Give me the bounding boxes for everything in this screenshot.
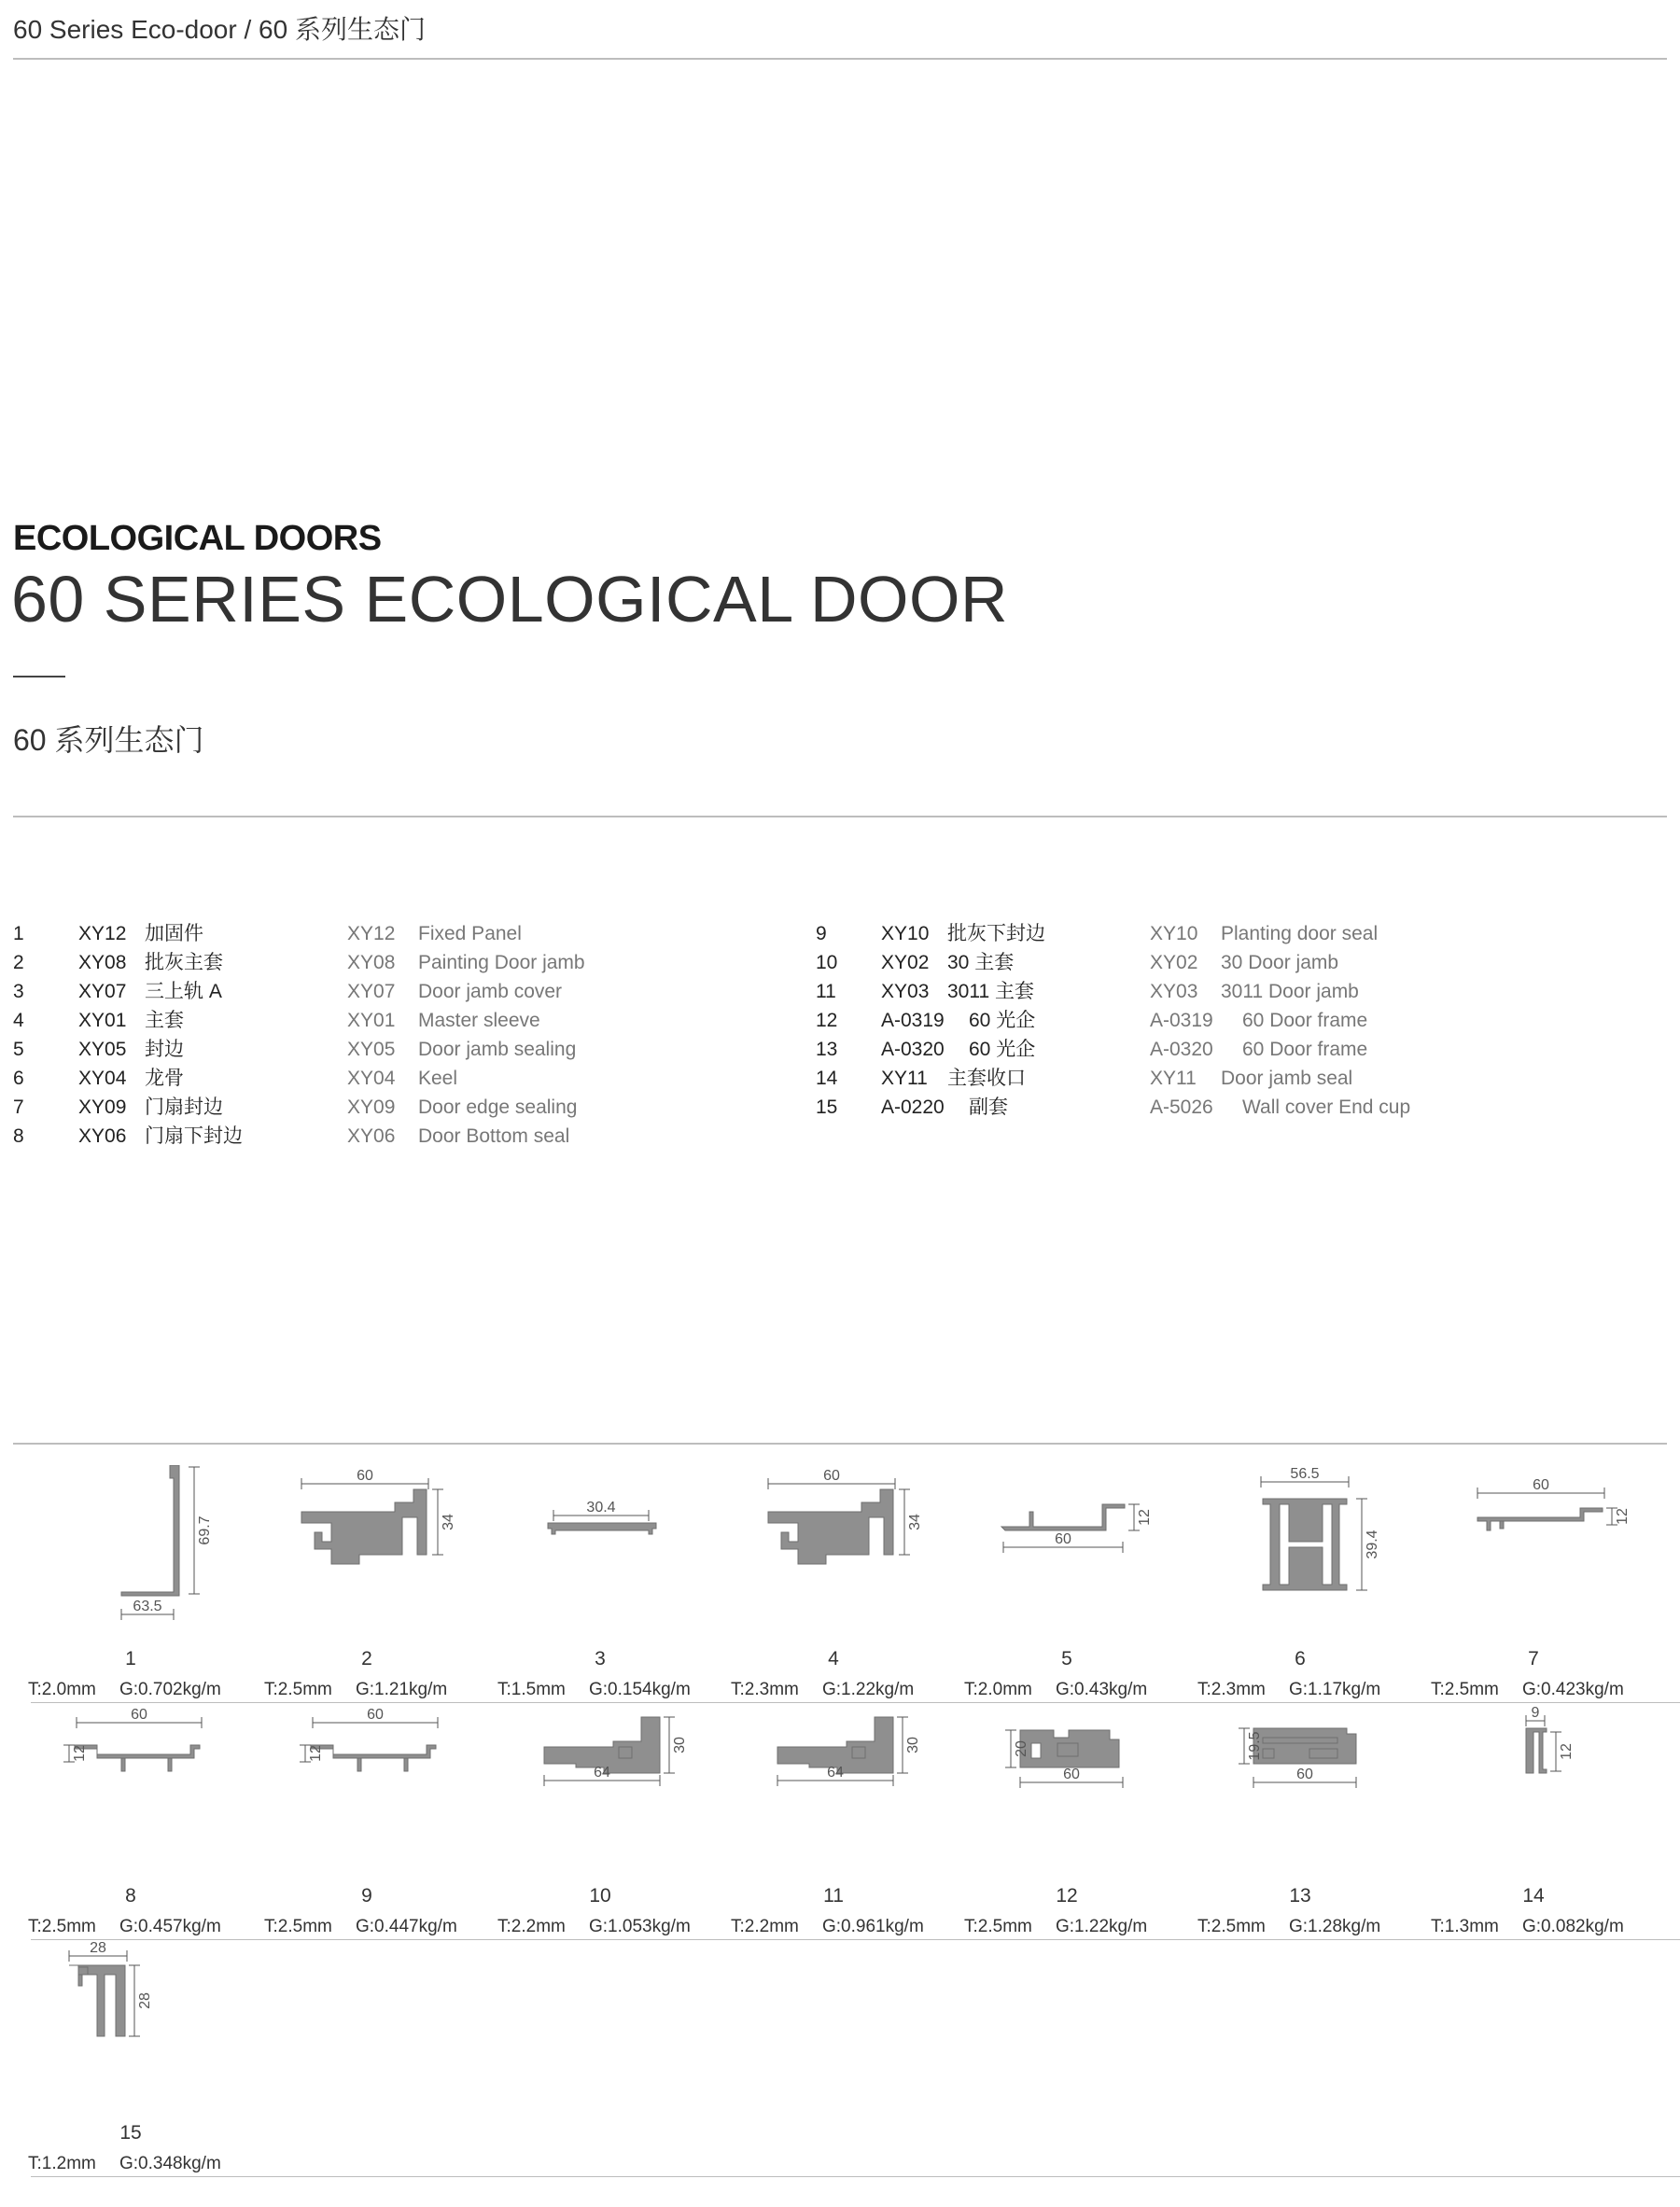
dimension-label: 60 [1533, 1477, 1549, 1493]
profile-section [311, 1745, 436, 1771]
profile-number: 5 [1061, 1648, 1072, 1669]
part-code: XY10 [881, 923, 930, 944]
dimension-label: 60 [823, 1468, 840, 1484]
profile-weight: G:0.154kg/m [589, 1680, 691, 1699]
part-code-en: XY07 [347, 981, 396, 1002]
part-name-cn: 三上轨 A [145, 981, 222, 1002]
dimension-label: 60 [1296, 1767, 1313, 1782]
part-code: XY09 [78, 1097, 127, 1118]
part-code: XY08 [78, 952, 127, 973]
part-code-en: XY05 [347, 1039, 396, 1060]
profile-drawing [983, 1702, 1169, 1861]
part-name-cn: 3011 主套 [947, 981, 1034, 1002]
profile-drawing [983, 1465, 1169, 1624]
profile-weight: G:1.21kg/m [356, 1680, 448, 1699]
dimension-label: 12 [72, 1745, 88, 1762]
profile-number: 15 [119, 2122, 142, 2144]
profile-number: 9 [361, 1885, 372, 1907]
part-code-en: XY12 [347, 923, 396, 944]
part-code: XY07 [78, 981, 127, 1002]
dimension-label: 12 [1559, 1743, 1575, 1760]
dimension-label: 60 [357, 1468, 373, 1484]
part-number: 4 [13, 1010, 24, 1031]
dimension-label: 12 [308, 1745, 324, 1762]
dimension-label: 28 [90, 1940, 106, 1956]
profile-section [1263, 1499, 1347, 1590]
profile-number: 10 [589, 1885, 611, 1907]
profile-number: 1 [125, 1648, 136, 1669]
profile-thickness: T:2.5mm [1431, 1680, 1499, 1699]
dimension-label: 34 [441, 1514, 456, 1530]
part-name-en: Door jamb sealing [418, 1039, 577, 1060]
profile-number: 14 [1522, 1885, 1545, 1907]
profile-thickness: T:2.3mm [731, 1680, 799, 1699]
dimension-label: 9 [1531, 1705, 1540, 1721]
profile-thickness: T:1.3mm [1431, 1917, 1499, 1936]
dimension-label: 60 [1055, 1531, 1071, 1547]
profile-section [768, 1489, 893, 1564]
profile-drawing [749, 1702, 936, 1861]
profile-drawing [1216, 1465, 1403, 1624]
part-number: 5 [13, 1039, 24, 1060]
part-name-cn: 30 主套 [947, 952, 1015, 973]
part-name-en: 3011 Door jamb [1221, 981, 1359, 1002]
profile-section [1020, 1730, 1119, 1767]
dimension-label: 12 [1137, 1509, 1153, 1526]
section-category: ECOLOGICAL DOORS [13, 519, 382, 558]
profile-drawing [47, 1702, 233, 1861]
profile-thickness: T:2.2mm [731, 1917, 799, 1936]
part-code-en: XY06 [347, 1125, 396, 1147]
part-code-en: XY09 [347, 1097, 396, 1118]
profile-drawing [283, 1465, 469, 1624]
page-subtitle: 60 系列生态门 [13, 723, 204, 757]
part-code-en: XY01 [347, 1010, 396, 1031]
profile-weight: G:0.423kg/m [1522, 1680, 1624, 1699]
part-code-en: A-0320 [1150, 1039, 1213, 1060]
part-code: XY04 [78, 1068, 127, 1089]
part-code: A-0320 [881, 1039, 945, 1060]
profile-drawing [1449, 1465, 1636, 1624]
part-code: A-0319 [881, 1010, 945, 1031]
part-name-en: 60 Door frame [1242, 1039, 1368, 1060]
profile-drawing [47, 1465, 233, 1624]
dimension-label: 34 [907, 1514, 923, 1530]
profile-section [1526, 1728, 1547, 1773]
dimension-label: 60 [367, 1707, 384, 1723]
part-number: 2 [13, 952, 24, 973]
profile-drawing [47, 1939, 233, 2098]
part-number: 7 [13, 1097, 24, 1118]
profile-weight: G:1.22kg/m [822, 1680, 915, 1699]
part-name-cn: 门扇封边 [145, 1097, 223, 1118]
part-code: XY12 [78, 923, 127, 944]
part-name-cn: 主套 [145, 1010, 184, 1031]
part-name-cn: 批灰下封边 [947, 923, 1045, 944]
part-number: 11 [816, 981, 836, 1002]
profile-weight: G:0.447kg/m [356, 1917, 457, 1936]
profile-drawing [516, 1702, 703, 1861]
part-name-en: Keel [418, 1068, 458, 1089]
part-code: XY01 [78, 1010, 127, 1031]
profile-section [1001, 1504, 1125, 1530]
part-code: A-0220 [881, 1097, 945, 1118]
part-number: 14 [816, 1068, 838, 1089]
part-name-en: 30 Door jamb [1221, 952, 1339, 973]
profile-drawing [516, 1465, 703, 1624]
profile-number: 8 [125, 1885, 136, 1907]
part-code: XY02 [881, 952, 930, 973]
profile-section [121, 1465, 179, 1596]
profile-weight: G:0.961kg/m [822, 1917, 924, 1936]
part-number: 3 [13, 981, 24, 1002]
profile-number: 11 [823, 1885, 844, 1907]
dimension-label: 30 [672, 1737, 688, 1753]
dimension-label: 63.5 [133, 1599, 162, 1614]
profile-thickness: T:2.3mm [1197, 1680, 1266, 1699]
profile-weight: G:1.28kg/m [1289, 1917, 1381, 1936]
part-name-en: Planting door seal [1221, 923, 1379, 944]
part-number: 1 [13, 923, 24, 944]
profile-number: 13 [1289, 1885, 1311, 1907]
part-name-cn: 主套收口 [947, 1068, 1026, 1089]
part-name-en: Door jamb cover [418, 981, 563, 1002]
profile-number: 6 [1295, 1648, 1306, 1669]
part-code-en: XY11 [1150, 1068, 1197, 1089]
profile-section [69, 1965, 125, 2036]
profile-weight: G:1.053kg/m [589, 1917, 691, 1936]
profile-section [548, 1523, 656, 1534]
part-name-cn: 门扇下封边 [145, 1125, 243, 1147]
part-code-en: XY04 [347, 1068, 396, 1089]
profile-weight: G:0.43kg/m [1056, 1680, 1148, 1699]
part-number: 15 [816, 1097, 838, 1118]
part-name-en: Master sleeve [418, 1010, 540, 1031]
part-name-en: Door jamb seal [1221, 1068, 1353, 1089]
part-code: XY03 [881, 981, 930, 1002]
dimension-label: 60 [131, 1707, 147, 1723]
profile-thickness: T:2.0mm [28, 1680, 96, 1699]
part-name-cn: 副套 [969, 1097, 1008, 1118]
part-name-cn: 60 光企 [969, 1010, 1036, 1031]
profile-number: 3 [595, 1648, 606, 1669]
profile-weight: G:0.082kg/m [1522, 1917, 1624, 1936]
profile-thickness: T:1.5mm [497, 1680, 566, 1699]
part-name-cn: 60 光企 [969, 1039, 1036, 1060]
part-name-en: Painting Door jamb [418, 952, 585, 973]
part-name-en: 60 Door frame [1242, 1010, 1368, 1031]
profile-thickness: T:2.5mm [28, 1917, 96, 1936]
profile-weight: G:1.17kg/m [1289, 1680, 1381, 1699]
part-number: 12 [816, 1010, 838, 1031]
profile-weight: G:0.348kg/m [119, 2154, 221, 2173]
part-code: XY11 [881, 1068, 928, 1089]
part-code-en: XY02 [1150, 952, 1198, 973]
dimension-label: 69.7 [197, 1516, 213, 1545]
profile-number: 7 [1528, 1648, 1539, 1669]
part-name-cn: 龙骨 [145, 1068, 184, 1089]
part-name-cn: 封边 [145, 1039, 184, 1060]
profile-thickness: T:2.5mm [264, 1680, 332, 1699]
profile-section [75, 1745, 200, 1771]
profile-thickness: T:2.5mm [1197, 1917, 1266, 1936]
profile-thickness: T:2.2mm [497, 1917, 566, 1936]
profile-number: 12 [1056, 1885, 1078, 1907]
part-code: XY05 [78, 1039, 127, 1060]
part-name-en: Door Bottom seal [418, 1125, 570, 1147]
part-code-en: XY08 [347, 952, 396, 973]
profile-drawing [749, 1465, 936, 1624]
profile-number: 4 [828, 1648, 839, 1669]
profile-thickness: T:2.5mm [264, 1917, 332, 1936]
dimension-label: 56.5 [1290, 1466, 1320, 1482]
dimension-label: 12 [1615, 1508, 1631, 1525]
profile-section [301, 1489, 427, 1564]
profile-drawing [1216, 1702, 1403, 1861]
dimension-label: 64 [827, 1765, 844, 1781]
profile-drawing [1449, 1702, 1636, 1861]
part-code: XY06 [78, 1125, 127, 1147]
page-title: 60 SERIES ECOLOGICAL DOOR [11, 563, 1009, 636]
dimension-label: 39.4 [1365, 1530, 1380, 1559]
dimension-label: 19.5 [1247, 1731, 1263, 1761]
profile-weight: G:0.702kg/m [119, 1680, 221, 1699]
profile-section [1477, 1508, 1603, 1530]
part-number: 6 [13, 1068, 24, 1089]
part-code-en: XY03 [1150, 981, 1198, 1002]
profile-section [1253, 1728, 1356, 1764]
part-code-en: A-5026 [1150, 1097, 1213, 1118]
dimension-label: 30.4 [586, 1500, 616, 1516]
part-name-en: Fixed Panel [418, 923, 522, 944]
profile-thickness: T:2.0mm [964, 1680, 1032, 1699]
part-name-en: Wall cover End cup [1242, 1097, 1411, 1118]
part-name-en: Door edge sealing [418, 1097, 578, 1118]
part-name-cn: 加固件 [145, 923, 203, 944]
profile-drawing [283, 1702, 469, 1861]
dimension-label: 28 [137, 1992, 153, 2009]
profile-weight: G:1.22kg/m [1056, 1917, 1148, 1936]
profile-thickness: T:2.5mm [964, 1917, 1032, 1936]
profile-number: 2 [361, 1648, 372, 1669]
part-number: 13 [816, 1039, 838, 1060]
profile-thickness: T:1.2mm [28, 2154, 96, 2173]
part-code-en: A-0319 [1150, 1010, 1213, 1031]
part-name-cn: 批灰主套 [145, 952, 223, 973]
part-number: 9 [816, 923, 827, 944]
part-number: 8 [13, 1125, 24, 1147]
breadcrumb: 60 Series Eco-door / 60 系列生态门 [13, 15, 426, 44]
dimension-label: 64 [594, 1765, 610, 1781]
dimension-label: 20 [1014, 1740, 1029, 1757]
profile-weight: G:0.457kg/m [119, 1917, 221, 1936]
part-number: 10 [816, 952, 838, 973]
dimension-label: 30 [905, 1737, 921, 1753]
dimension-label: 60 [1063, 1767, 1080, 1782]
part-code-en: XY10 [1150, 923, 1198, 944]
